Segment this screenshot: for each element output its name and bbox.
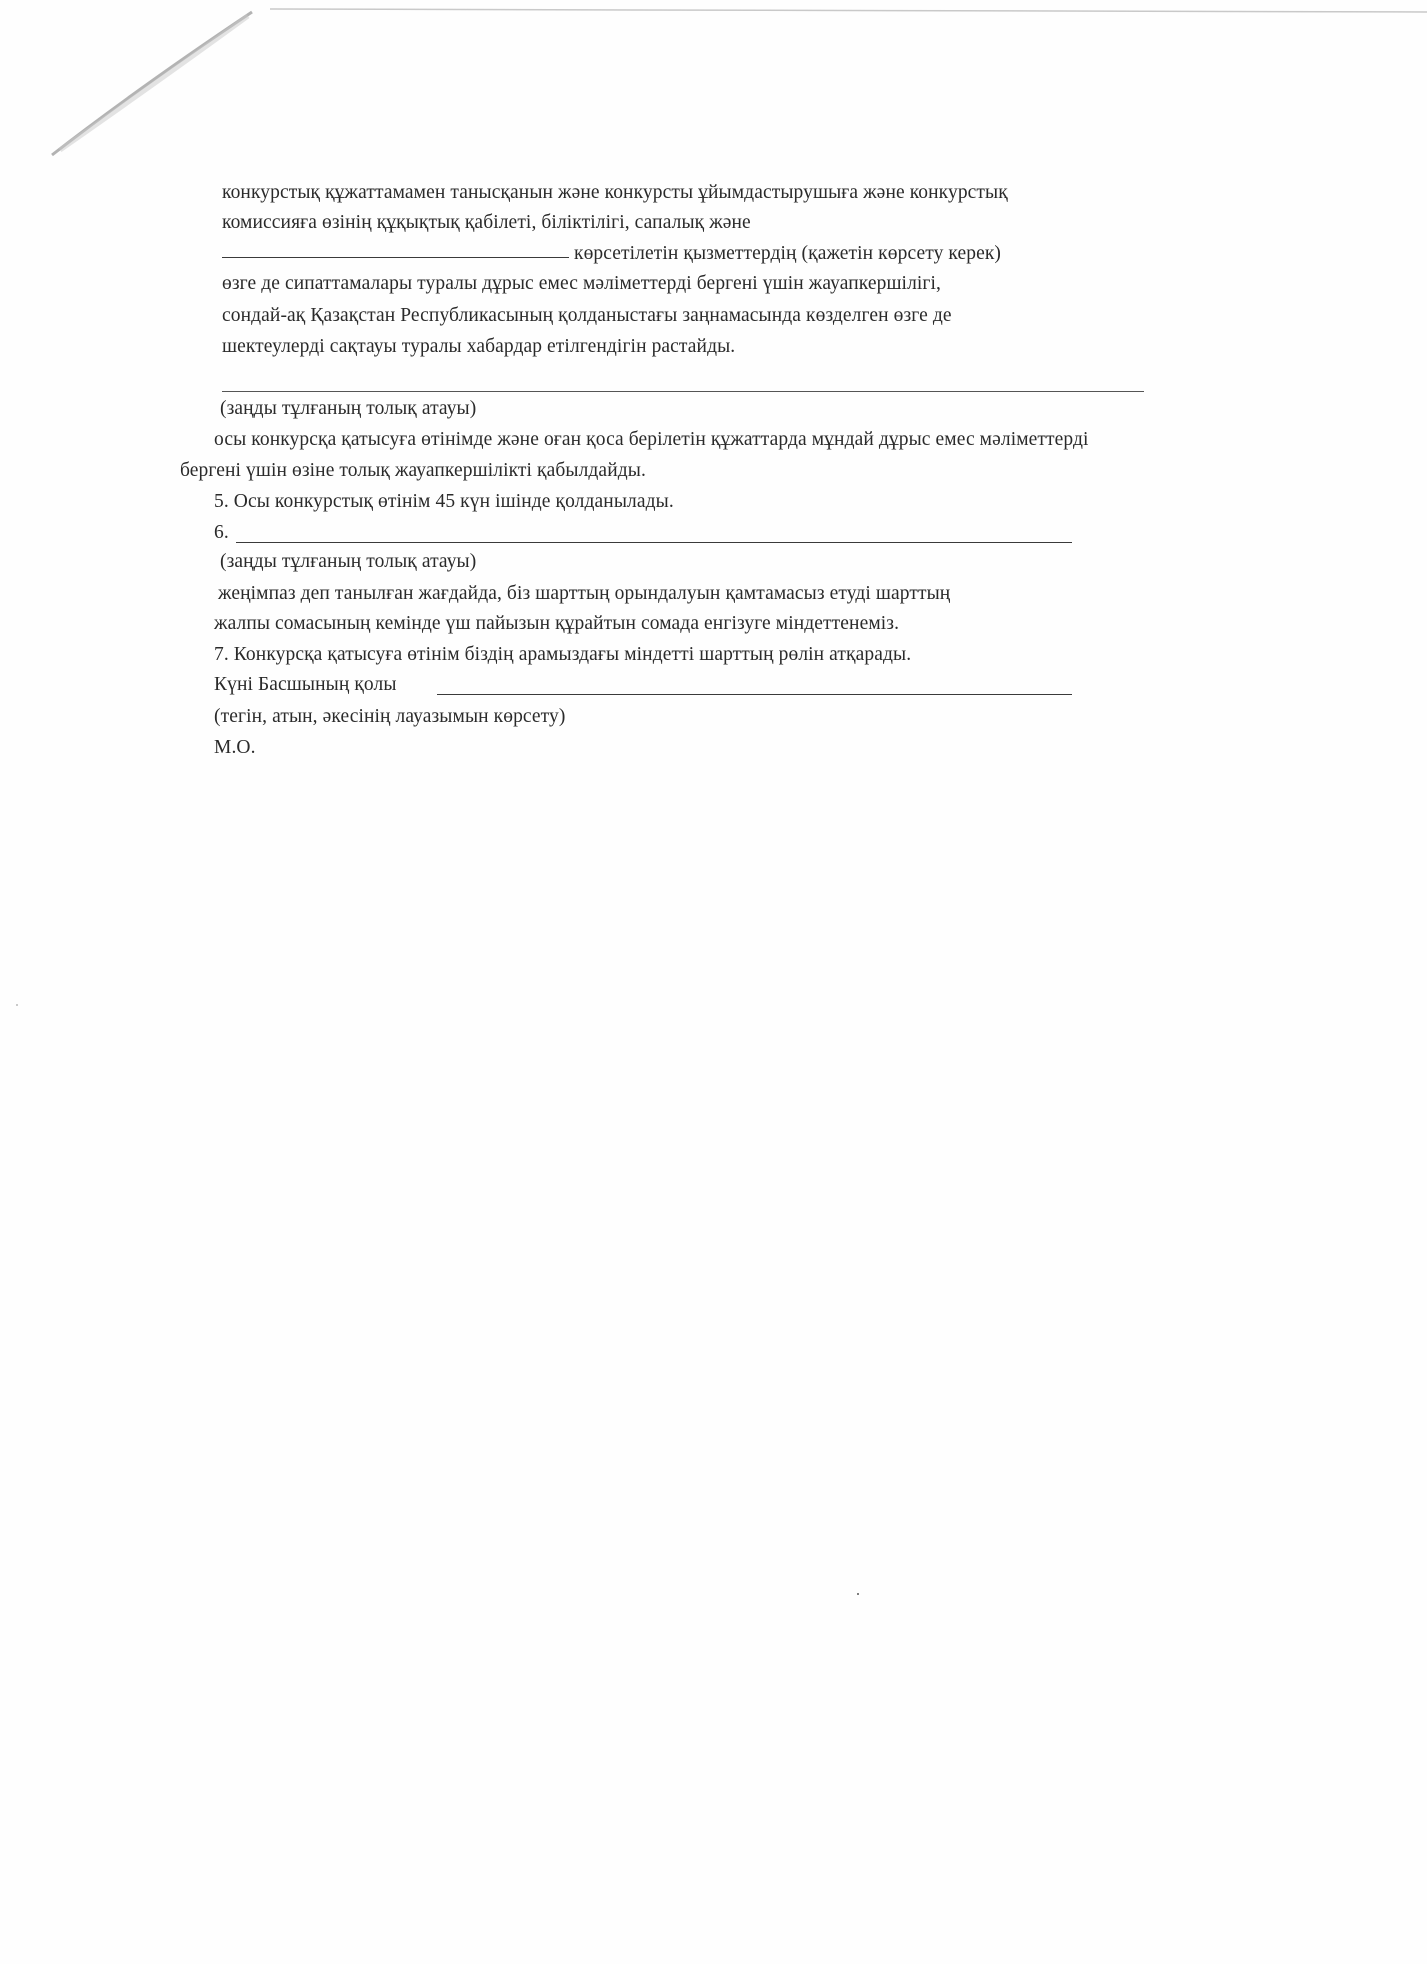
signature-line xyxy=(437,694,1072,695)
text-line-5: сондай-ақ Қазақстан Республикасының қолданыстағы заңнамасында көзделген өзге де xyxy=(222,305,952,326)
text-line-14: жалпы сомасының кемінде үш пайызын құрайтын сомада енгізуге міндеттенеміз. xyxy=(214,613,900,634)
text-line-4: өзге де сипаттамалары туралы дұрыс емес мәліметтерді бергені үшін жауапкершілігі, xyxy=(222,273,942,294)
blank-line-item-6 xyxy=(236,542,1072,543)
signature-caption: (тегін, атын, әкесінің лауазымын көрсету) xyxy=(214,706,566,727)
text-line-8: осы конкурсқа қатысуға өтінімде және оған қоса берілетін құжаттарда мұндай дұрыс емес мәліметтерді xyxy=(214,429,1089,450)
blank-line-qualities xyxy=(222,257,569,258)
scan-speck xyxy=(857,1593,859,1595)
signature-label: Күні Басшының қолы xyxy=(214,674,397,695)
caption-entity-name-2: (заңды тұлғаның толық атауы) xyxy=(220,551,477,572)
text-line-13: жеңімпаз деп танылған жағдайда, біз шарттың орындалуын қамтамасыз етуді шарттың xyxy=(218,583,951,604)
text-line-9: бергені үшін өзіне толық жауапкершілікті қабылдайды. xyxy=(180,460,646,481)
item-6-number: 6. xyxy=(214,522,229,543)
caption-entity-name-1: (заңды тұлғаның толық атауы) xyxy=(220,398,477,419)
scan-speck-2 xyxy=(16,1004,18,1006)
item-5: 5. Осы конкурстық өтінім 45 күн ішінде қолданылады. xyxy=(214,491,674,512)
text-line-3: көрсетілетін қызметтердің (қажетін көрсету керек) xyxy=(574,243,1002,264)
item-7: 7. Конкурсқа қатысуға өтінім біздің арамыздағы міндетті шарттың рөлін атқарады. xyxy=(214,644,912,665)
text-line-1: конкурстық құжаттамамен танысқанын және конкурсты ұйымдастырушыға және конкурстық xyxy=(222,182,1008,203)
scan-artifact-stroke xyxy=(0,0,1427,200)
blank-line-entity-name xyxy=(222,391,1144,392)
text-line-2: комиссияға өзінің құқықтық қабілеті, біліктілігі, сапалық және xyxy=(222,212,751,233)
stamp-place: М.О. xyxy=(214,737,256,758)
text-line-6: шектеулерді сақтауы туралы хабардар етілгендігін растайды. xyxy=(222,336,736,357)
